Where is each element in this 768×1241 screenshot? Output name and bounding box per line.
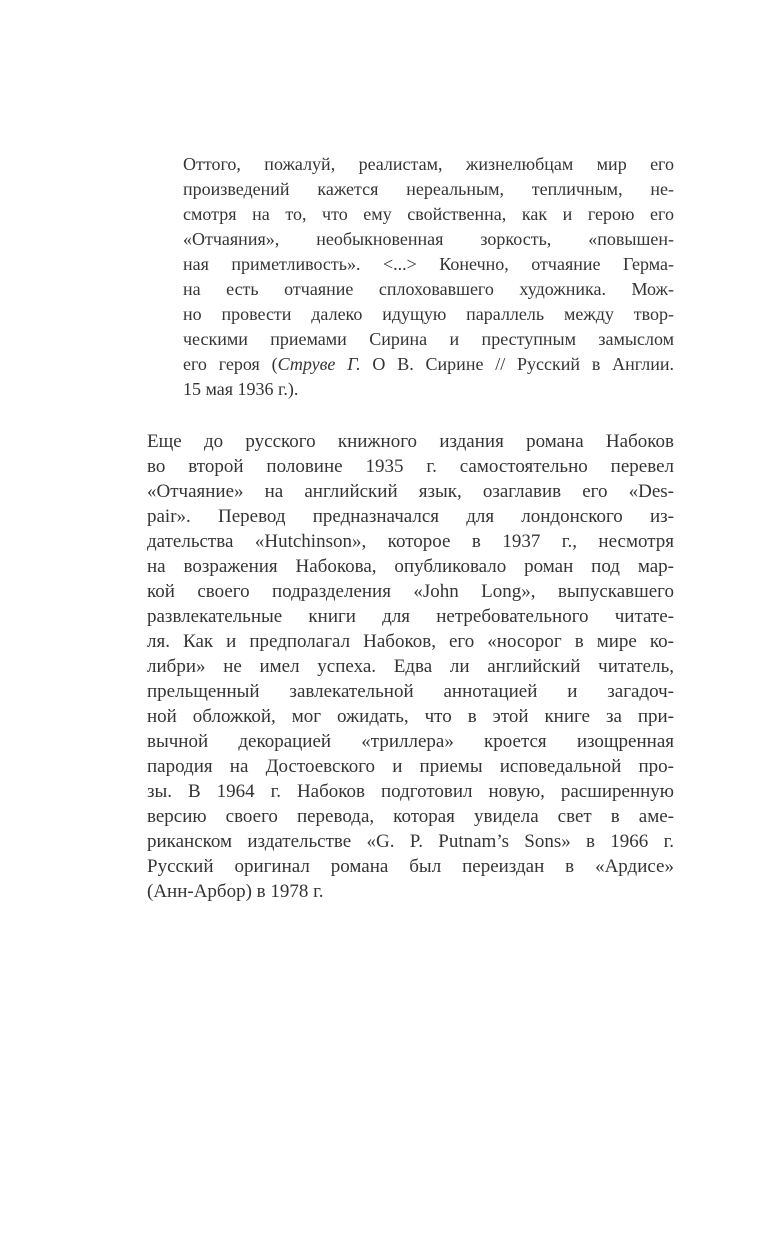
paragraph-line: зы. В 1964 г. Набоков подготовил новую, расширенную — [147, 781, 674, 802]
paragraph-line: ля. Как и предполагал Набоков, его «носорог в мире ко- — [147, 631, 674, 652]
paragraph-line: пародия на Достоевского и приемы исповедальной про- — [147, 756, 674, 777]
quote-line: смотря на то, что ему свойственна, как и герою его — [183, 204, 674, 224]
paragraph-line: прельщенный завлекательной аннотацией и загадоч- — [147, 681, 674, 702]
quote-line: произведений кажется нереальным, тепличным, не- — [183, 179, 674, 199]
citation-source-italic: Струве Г. — [277, 354, 361, 374]
quote-line: но провести далеко идущую параллель между твор- — [183, 304, 674, 324]
paragraph-line: (Анн-Арбор) в 1978 г. — [147, 881, 324, 902]
paragraph-line: Русский оригинал романа был переиздан в «Ардисе» — [147, 856, 674, 877]
citation-source-text: его героя ( — [183, 354, 278, 374]
quote-line: на есть отчаяние сплоховавшего художника. Мож- — [183, 279, 674, 299]
quote-line: ческими приемами Сирина и преступным замыслом — [183, 329, 674, 349]
quote-line: ная приметливость». <...> Конечно, отчаяние Герма- — [183, 254, 674, 274]
quote-block — [183, 152, 674, 402]
paragraph-line: кой своего подразделения «John Long», выпускавшего — [147, 581, 674, 602]
paragraph-line: вычной декорацией «триллера» кроется изощренная — [147, 731, 674, 752]
paragraph-line: версию своего перевода, которая увидела свет в аме- — [147, 806, 674, 827]
citation-source-text: О В. Сирине // Русский в Англии. — [360, 354, 675, 374]
paragraph-line: дательства «Hutchinson», которое в 1937 г., несмотря — [147, 531, 674, 552]
paragraph-line: Еще до русского книжного издания романа Набоков — [147, 431, 674, 452]
quote-line — [183, 352, 674, 377]
paragraph-line: во второй половине 1935 г. самостоятельно перевел — [147, 456, 674, 477]
paragraph-line: на возражения Набокова, опубликовало роман под мар- — [147, 556, 674, 577]
quote-line: Оттого, пожалуй, реалистам, жизнелюбцам мир его — [183, 154, 674, 174]
body-paragraph — [147, 429, 674, 904]
paragraph-line: либри» не имел успеха. Едва ли английский читатель, — [147, 656, 674, 677]
paragraph-line: риканском издательстве «G. P. Putnam’s Sons» в 1966 г. — [147, 831, 674, 852]
quote-line: «Отчаяния», необыкновенная зоркость, «повышен- — [183, 229, 674, 249]
paragraph-line: ной обложкой, мог ожидать, что в этой книге за при- — [147, 706, 674, 727]
quote-line: 15 мая 1936 г.). — [183, 379, 299, 399]
paragraph-line: pair». Перевод предназначался для лондонского из- — [147, 506, 674, 527]
paragraph-line: развлекательные книги для нетребовательного читате- — [147, 606, 674, 627]
paragraph-line: «Отчаяние» на английский язык, озаглавив его «Des- — [147, 481, 674, 502]
